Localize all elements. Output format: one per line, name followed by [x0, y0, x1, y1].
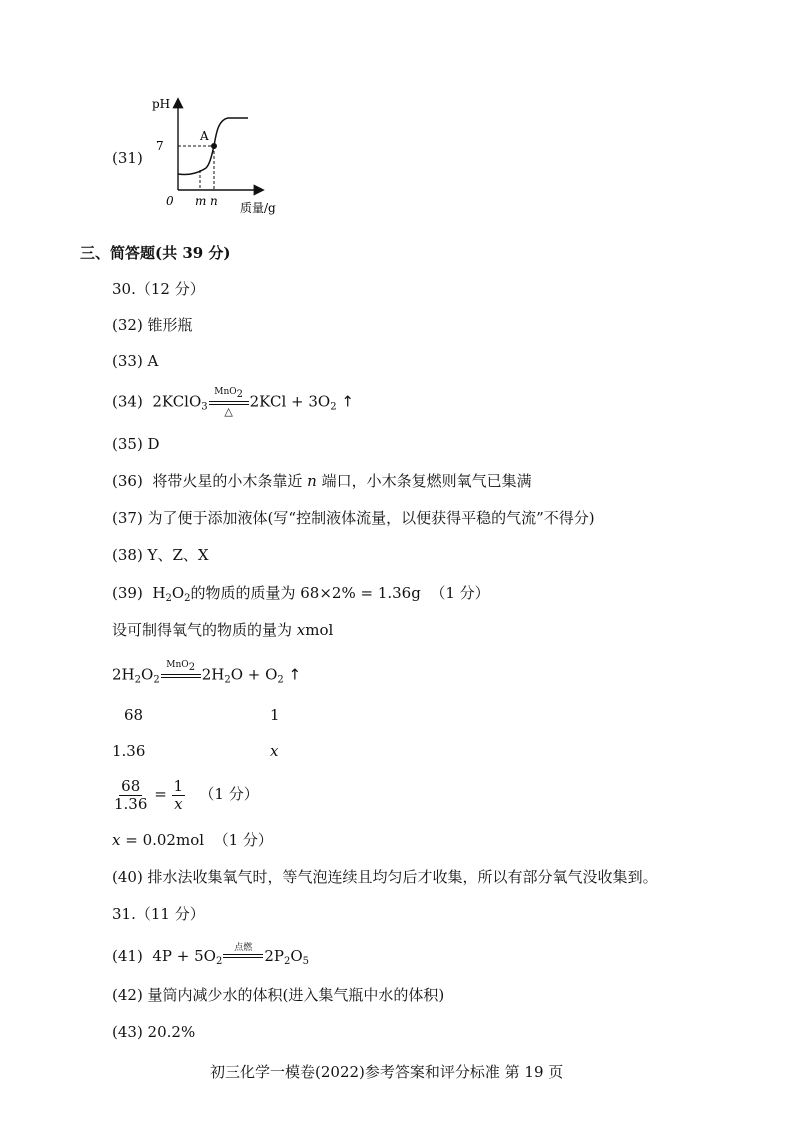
- ratio-row-2-left: 1.36: [112, 742, 146, 760]
- reaction-condition: MnO2: [161, 661, 201, 690]
- ph-graph: [150, 88, 320, 218]
- answer-36: (36) 将带火星的小木条靠近 n 端口，小木条复燃则氧气已集满: [112, 472, 532, 490]
- answer-39: (39) $H_2O_2$的物质的质量为 68×2% = 1.36g （1 分）: [112, 584, 490, 604]
- graph-item-label: (31): [112, 149, 143, 167]
- question-30-heading: 30.（12 分）: [112, 280, 205, 298]
- answer-42: (42) 量筒内减少水的体积(进入集气瓶中水的体积): [112, 986, 445, 1004]
- answer-33: (33) A: [112, 352, 159, 370]
- answer-x: x = 0.02mol （1 分）: [112, 831, 273, 849]
- answer-37: (37) 为了便于添加液体(写“控制液体流量，以便获得平稳的气流”不得分): [112, 509, 595, 527]
- x-mark-n: n: [210, 194, 218, 208]
- page-footer: 初三化学一模卷(2022)参考答案和评分标准 第 19 页: [210, 1063, 564, 1081]
- y-tick-7: 7: [156, 139, 164, 153]
- answer-35: (35) D: [112, 435, 160, 453]
- y-axis-label: pH: [152, 97, 171, 111]
- question-31-heading: 31.（11 分）: [112, 905, 205, 923]
- answer-43: (43) 20.2%: [112, 1023, 196, 1041]
- answer-41: (41) $4P + 5O_2$ 点燃 $2P_2O_5$: [112, 944, 309, 972]
- answer-40: (40) 排水法收集氧气时，等气泡连续且均匀后才收集，所以有部分氧气没收集到。: [112, 868, 658, 886]
- point-a-label: A: [200, 129, 209, 143]
- answer-32: (32) 锥形瓶: [112, 316, 193, 334]
- ratio-row-1-right: 1: [270, 706, 280, 724]
- setup-line: 设可制得氧气的物质的量为 xmol: [112, 621, 334, 639]
- gas-arrow-icon: ↑: [341, 392, 354, 411]
- equation-h2o2: $2H_2O_2$ MnO2 $2H_2O + O_2$ ↑: [112, 661, 301, 691]
- answer-38: (38) Y、Z、X: [112, 546, 209, 564]
- answer-34: (34) 2KClO$_3$ MnO2 △ $2KCl + 3O_2$ ↑: [112, 387, 354, 418]
- reaction-condition: 点燃: [223, 944, 263, 970]
- x-mark-m: m: [195, 194, 207, 208]
- x-axis-label: 质量/g: [240, 201, 276, 215]
- gas-arrow-icon: ↑: [288, 665, 302, 684]
- section-3-title: 三、简答题(共 39 分): [80, 244, 231, 262]
- proportion-fraction: $\frac{68}{1.36}$ = $\frac{1}{x}$ （1 分）: [114, 776, 259, 813]
- origin-label: 0: [166, 194, 174, 208]
- ratio-row-1-left: 68: [124, 706, 144, 724]
- reaction-condition: MnO2 △: [209, 388, 249, 417]
- ratio-row-2-right: x: [270, 742, 279, 760]
